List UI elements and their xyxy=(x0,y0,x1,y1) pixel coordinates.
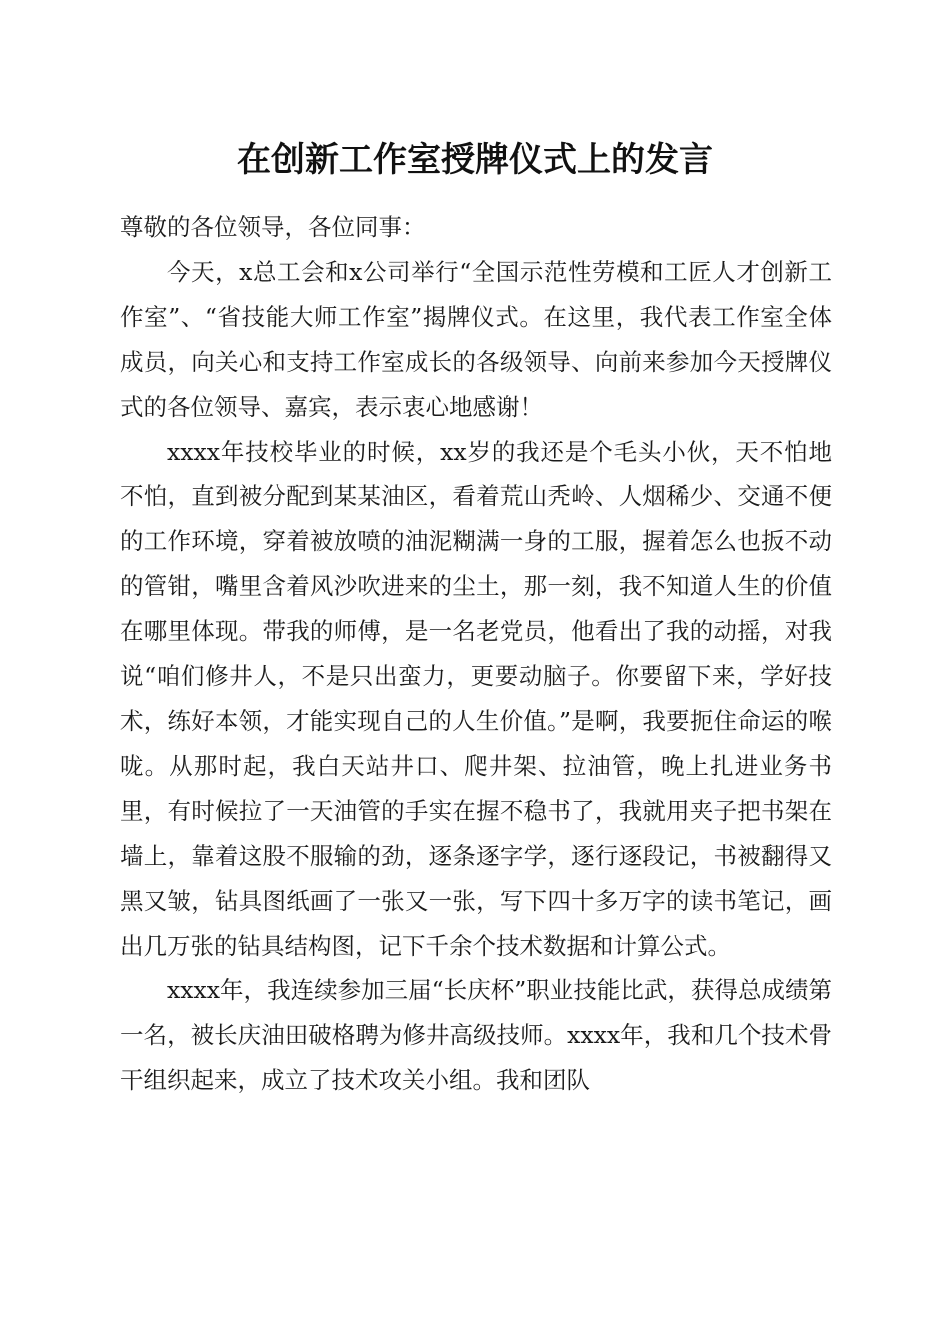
salutation: 尊敬的各位领导，各位同事： xyxy=(120,213,426,241)
paragraph-3: xxxx年，我连续参加三届“长庆杯”职业技能比武，获得总成绩第一名，被长庆油田破格聘为修井高级技师。xxxx年，我和几个技术骨干组织起来，成立了技术攻关小组。我和团队 xyxy=(120,976,832,1095)
paragraph-1: 今天，x总工会和x公司举行“全国示范性劳模和工匠人才创新工作室”、“省技能大师工作室”揭牌仪式。在这里，我代表工作室全体成员，向关心和支持工作室成长的各级领导、向前来参加今天授牌仪式的各位领导、嘉宾，表示衷心地感谢！ xyxy=(120,257,832,421)
document-body xyxy=(120,205,832,1103)
document-title: 在创新工作室授牌仪式上的发言 xyxy=(237,140,713,180)
paragraph-2: xxxx年技校毕业的时候，xx岁的我还是个毛头小伙，天不怕地不怕，直到被分配到某某油区，看着荒山秃岭、人烟稀少、交通不便的工作环境，穿着被放喷的油泥糊满一身的工服，握着怎么也扳不动的管钳，嘴里含着风沙吹进来的尘土，那一刻，我不知道人生的价值在哪里体现。带我的师傅，是一名老党员，他看出了我的动摇，对我说“咱们修井人，不是只出蛮力，更要动脑子。你要留下来，学好技术，练好本领，才能实现自己的人生价值。”是啊，我要扼住命运的喉咙。从那时起，我白天站井口、爬井架、拉油管，晚上扎进业务书里，有时候拉了一天油管的手实在握不稳书了，我就用夹子把书架在墙上，靠着这股不服输的劲，逐条逐字学，逐行逐段记，书被翻得又黑又皱，钻具图纸画了一张又一张，写下四十多万字的读书笔记，画出几万张的钻具结构图，记下千余个技术数据和计算公式。 xyxy=(120,437,832,960)
